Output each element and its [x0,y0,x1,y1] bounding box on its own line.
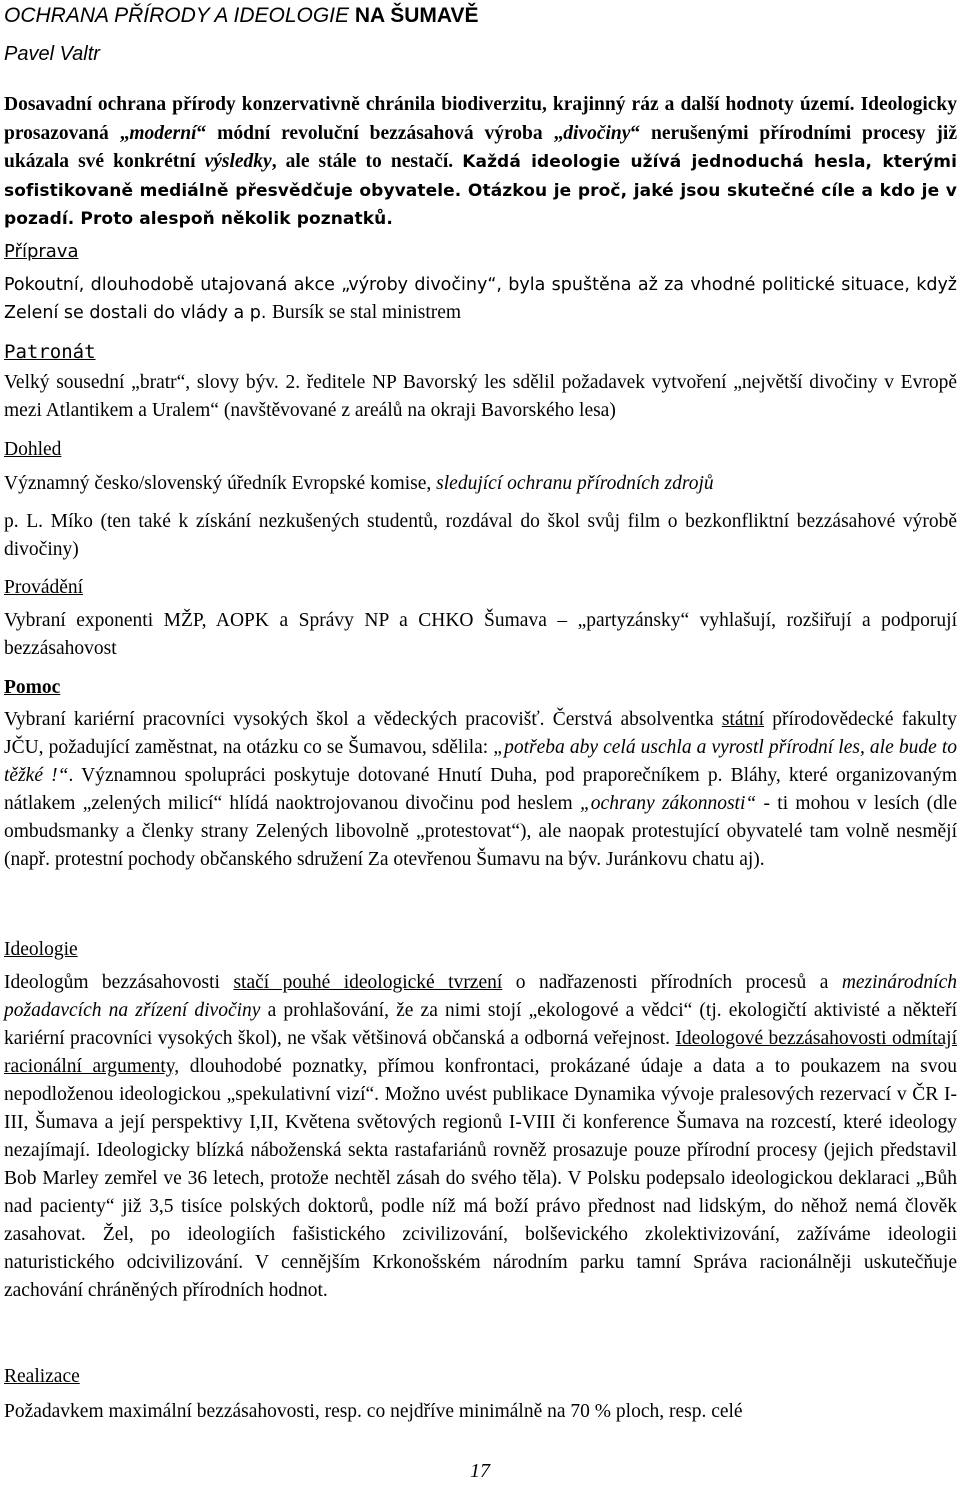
heading-dohled: Dohled [4,439,62,460]
intro-text-d: divočiny [563,122,631,144]
pomoc-text-b: státní [721,709,765,730]
ideologie-text-d: mezinárodních požadavcích na zřízení divočiny [4,972,957,1021]
pomoc-text-c: přírodovědecké fakulty JČU, požadující zaměstnat, na otázku co se Šumavou, sdělila: [4,709,957,758]
pomoc-paragraph [4,706,957,874]
intro-text-h: Každá ideologie užívá jednoduchá hesla, kterými sofistikovaně mediálně přesvědčuje obyvatele. Otázkou je proč, jaké jsou skutečné cíle a kdo je v pozadí. Proto alespoň několik poznatků. [4,152,957,229]
ideologie-text-e: a prohlašování, že za nimi stojí „ekologové a vědci“ (tj. ekologičtí aktivisté a někteří kariérní pracovníci vysokých škol), ne však většinová občanská a odborná veřejnost. [4,1000,957,1049]
title-italic: OCHRANA PŘÍRODY A IDEOLOGIE [4,4,355,27]
heading-patronat: Patronát [4,341,96,363]
pomoc-text-a: Vybraní kariérní pracovníci vysokých škol a vědeckých pracovišť. Čerstvá absolventka [4,709,722,730]
heading-pomoc: Pomoc [4,677,61,698]
priprava-text-b: Bursík se stal ministrem [272,302,462,323]
ideologie-text-a: Ideologům bezzásahovosti [4,972,234,993]
dohled-text-b: sledující ochranu přírodních zdrojů [436,473,714,494]
ideologie-text-b: stačí pouhé ideologické tvrzení [233,972,503,993]
provadeni-paragraph: Vybraní exponenti MŽP, AOPK a Správy NP a CHKO Šumava – „partyzánsky“ vyhlašují, rozšiřují a podporují bezzásahovost [4,610,957,659]
ideologie-text-g: dlouhodobé poznatky, přímou konfrontaci, prokázané údaje a data a to poukazem na svou nepodloženou ideologickou „spekulativní vizí“. Možno uvést publikace Dynamika vývoje pralesových rezervací v ČR I-III, Šumava a její perspektivy I,II, Květena světových regionů I-VIII či konference Šumava na rozcestí, které ideology nezajímají. Ideologicky blízká náboženská sekta rastafariánů rovněž prosazuje pouze přírodní procesy (jejich představil Bob Marley zemřel ve 36 letech, protože nechtěl zásah do svého těla). V Polsku podepsalo ideologickou deklaraci „Bůh nad pacienty“ již 3,5 tisíce polských doktorů, podle níž má boží právo přednost nad lidským, do něhož nemá člověk zasahovat. Žel, po ideologiích fašistického zcivilizování, bolševického zkolektivizování, zažíváme ideologii naturistického odcivilizování. V cennějším Krkonošském národním parku tamní Správa racionálněji uskutečňuje zachování chráněných přírodních hodnot. [4,1056,958,1301]
priprava-paragraph [4,271,957,327]
heading-ideologie: Ideologie [4,939,78,960]
page-number: 17 [470,1460,490,1482]
intro-text-f: výsledky [204,151,272,172]
intro-text-g: , ale stále to nestačí. [271,151,463,172]
pomoc-slogan: „ochrany zákonnosti“ [579,793,757,814]
heading-realizace: Realizace [4,1366,80,1387]
heading-provadeni: Provádění [4,577,84,598]
intro-text-e: “ nerušenými přírodními procesy již ukázala své konkrétní [4,122,957,172]
heading-priprava: Příprava [4,241,79,262]
realizace-paragraph: Požadavkem maximální bezzásahovosti, resp. co nejdříve minimálně na 70 % ploch, resp. celé [4,1401,743,1422]
dohled-paragraph [4,470,957,498]
pomoc-text-g: - ti mohou v lesích (dle ombudsmanky a členky strany Zelených libovolně „protestovat“), ale naopak protestující obyvatelé tam volně nesmějí (např. protestní pochody občanského sdružení Za otevřenou Šumavu na býv. Juránkovu chatu aj). [4,793,957,870]
dohled-text-a: Významný česko/slovenský úředník Evropské komise, [4,473,437,494]
dohled-paragraph-2: p. L. Míko (ten také k získání nezkušených studentů, rozdával do škol svůj film o bezkonfliktní bezzásahové výrobě divočiny) [4,511,957,560]
pomoc-text-e: . Významnou spolupráci poskytuje dotované Hnutí Duha, pod praporečníkem p. Bláhy, které organizovaným nátlakem „zelených milicí“ hlídá naoktrojovanou divočinu pod heslem [4,765,957,814]
priprava-text-a: Pokoutní, dlouhodobě utajovaná akce „výroby divočiny“, byla spuštěna až za vhodné politické situace, když Zelení se dostali do vlády a p. [4,275,957,323]
intro-text-b: moderní [129,122,197,144]
document-title [4,4,479,28]
intro-text-a: Dosavadní ochrana přírody konzervativně chránila biodiverzitu, krajinný ráz a další hodnoty území. Ideologicky prosazovaná „ [4,94,957,144]
patronat-paragraph: Velký sousední „bratr“, slovy býv. 2. ředitele NP Bavorský les sdělil požadavek vytvoření „největší divočiny v Evropě mezi Atlantikem a Uralem“ (navštěvované z areálů na okraji Bavorského lesa) [4,372,957,421]
intro-paragraph [4,91,957,234]
ideologie-text-c: o nadřazenosti přírodních procesů a [502,972,842,993]
ideologie-text-f: Ideologové bezzásahovosti odmítají racionální argumenty, [4,1028,957,1077]
title-bold: NA ŠUMAVĚ [354,4,479,27]
intro-text-c: “ módní revoluční bezzásahová výroba „ [196,122,564,144]
ideologie-paragraph [4,969,957,1305]
pomoc-quote: „potřeba aby celá uschla a vyrostl přírodní les, ale bude to těžké !“ [4,737,957,786]
author: Pavel Valtr [4,43,100,65]
